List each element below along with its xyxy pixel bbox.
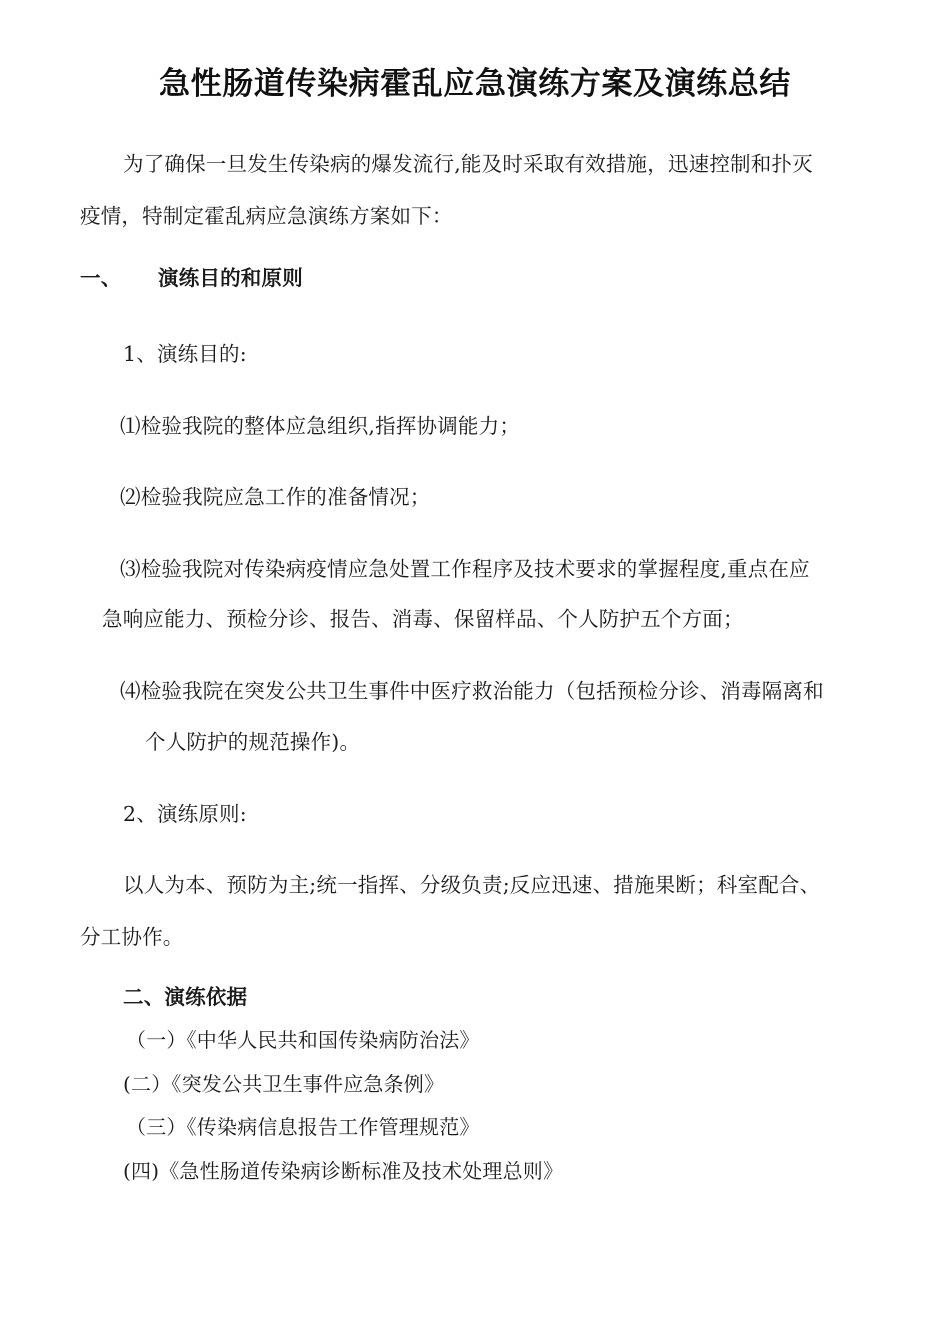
principle-line-1: 以人为本、预防为主;统一指挥、分级负责;反应迅速、措施果断；科室配合、: [123, 873, 821, 897]
reference-4: (四)《急性肠道传染病诊断标准及技术处理总则》: [123, 1159, 564, 1183]
reference-3: （三）《传染病信息报告工作管理规范》: [126, 1115, 480, 1139]
purpose-item-4-line-2: 个人防护的规范操作)。: [145, 730, 361, 754]
purpose-item-2: ⑵检验我院应急工作的准备情况；: [120, 485, 431, 509]
reference-1: （一）《中华人民共和国传染病防治法》: [126, 1028, 480, 1052]
reference-2: (二）《突发公共卫生事件应急条例》: [123, 1072, 445, 1096]
purpose-label: 1、演练目的:: [123, 342, 247, 366]
principle-line-2: 分工协作。: [80, 925, 184, 949]
purpose-item-3-line-2: 急响应能力、预检分诊、报告、消毒、保留样品、个人防护五个方面；: [102, 607, 744, 631]
purpose-item-4-line-1: ⑷检验我院在突发公共卫生事件中医疗救治能力（包括预检分诊、消毒隔离和: [120, 679, 824, 703]
intro-line-2: 疫情，特制定霍乱病应急演练方案如下：: [80, 204, 453, 228]
document-title: 急性肠道传染病霍乱应急演练方案及演练总结: [159, 66, 791, 102]
section1-number: 一、: [80, 266, 122, 290]
purpose-item-1: ⑴检验我院的整体应急组织,指挥协调能力；: [120, 414, 521, 438]
intro-line-1: 为了确保一旦发生传染病的爆发流行,能及时采取有效措施，迅速控制和扑灭: [123, 152, 813, 176]
principle-label: 2、演练原则:: [123, 802, 247, 826]
section2-heading: 二、演练依据: [123, 985, 248, 1009]
purpose-item-3-line-1: ⑶检验我院对传染病疫情应急处置工作程序及技术要求的掌握程度,重点在应: [120, 557, 810, 581]
section1-heading: 演练目的和原则: [158, 266, 303, 290]
